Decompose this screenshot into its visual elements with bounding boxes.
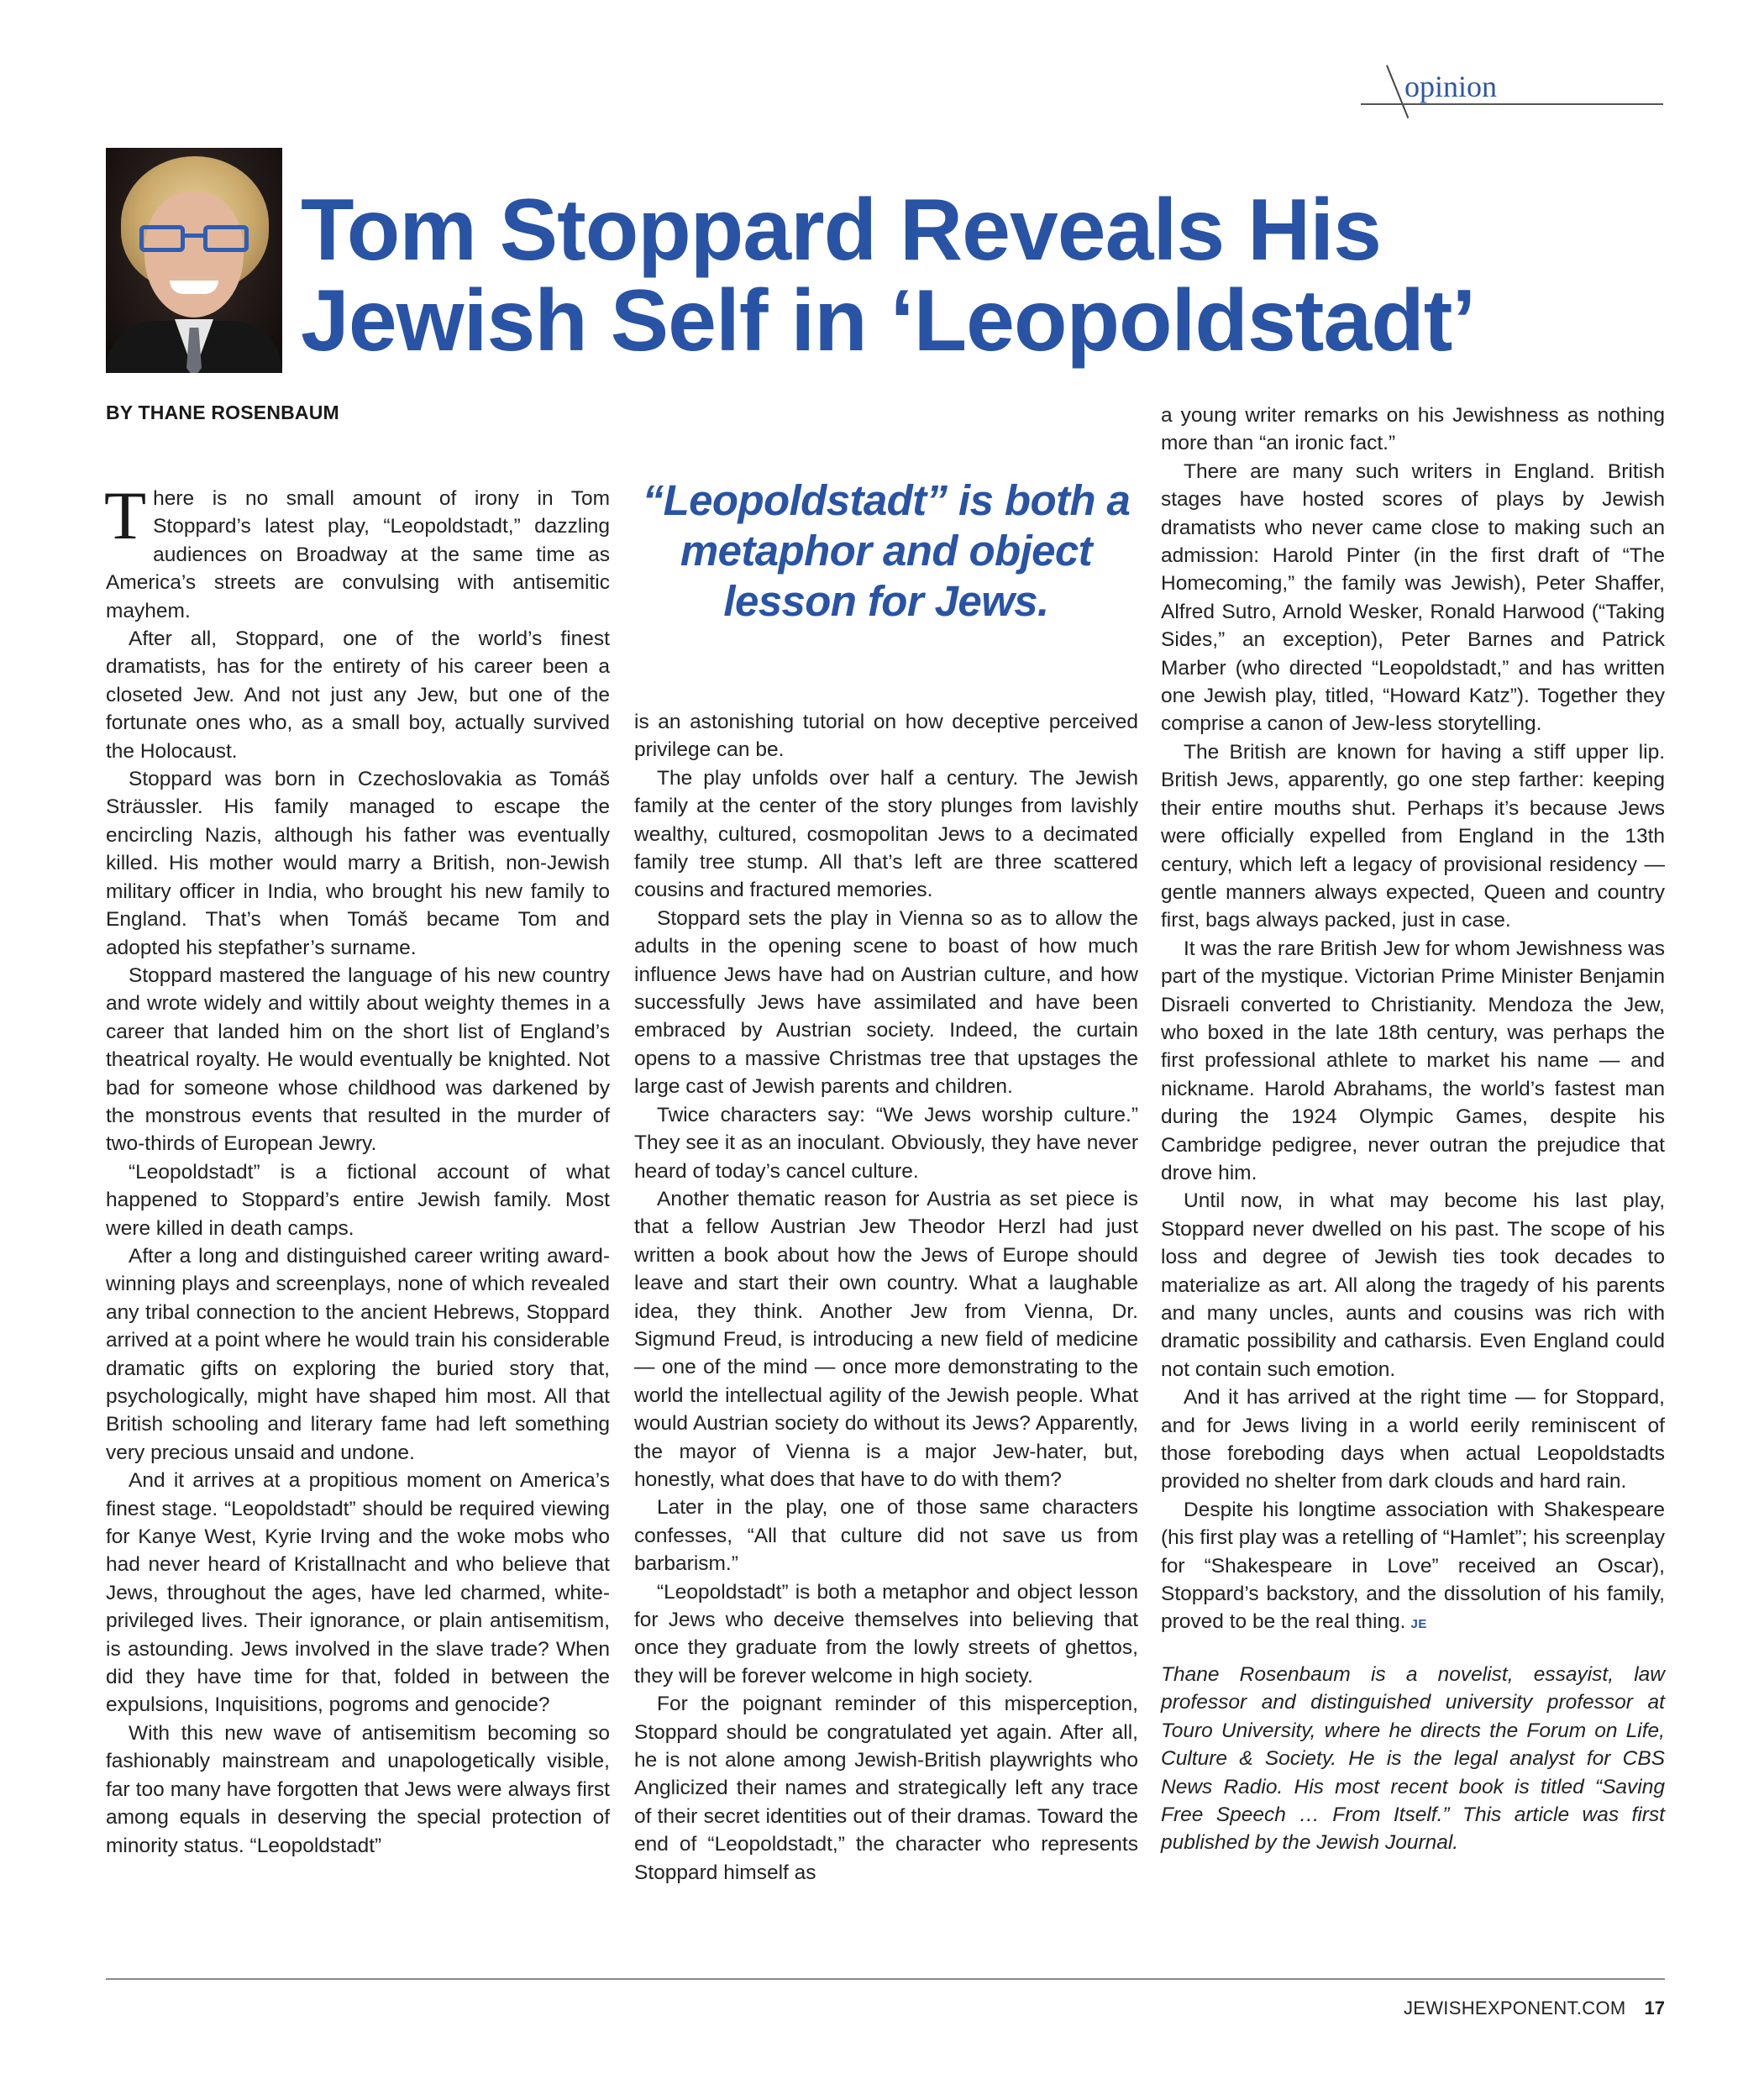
paragraph: is an astonishing tutorial on how deceptive perceived privilege can be. <box>634 711 1138 762</box>
paragraph: “Leopoldstadt” is both a metaphor and object lesson for Jews who deceive themselves into believing that once they graduate from the lowly streets of ghettos, they will be forever welcome in high society. <box>634 1580 1138 1688</box>
paragraph: After all, Stoppard, one of the world’s finest dramatists, has for the entirety of his career been a closeted Jew. And not just any Jew, but one of the fortunate ones who, as a small boy, actually survived the Holocaust. <box>106 627 610 763</box>
paragraph: After a long and distinguished career writing award-winning plays and screenplays, none of which revealed any tribal connection to the ancient Hebrews, Stoppard arrived at a point where he would train his considerable dramatic gifts on exploring the buried story that, psychologically, might have shaped him most. All that British schooling and literary fame had left something very precious unsaid and undone. <box>106 1244 610 1464</box>
paragraph: And it arrives at a propitious moment on America’s finest stage. “Leopoldstadt” should be required viewing for Kanye West, Kyrie Irving and the woke mobs who had never heard of Kristallnacht and who believe that Jews, throughout the ages, have led charmed, white-privileged lives. Their ignorance, or plain antisemitism, is astounding. Jews involved in the slave trade? When did they have time for that, folded in between the expulsions, Inquisitions, pogroms and genocide? <box>106 1469 610 1717</box>
pull-quote: “Leopoldstadt” is both a metaphor and object lesson for Jews. <box>642 476 1131 625</box>
paragraph: Twice characters say: “We Jews worship culture.” They see it as an inoculant. Obviously, they have never heard of today’s cancel culture. <box>634 1103 1138 1183</box>
paragraph: Later in the play, one of those same characters confesses, “All that culture did not save us from barbarism.” <box>634 1496 1138 1576</box>
author-bio: Thane Rosenbaum is a novelist, essayist, law professor and distinguished university professor at Touro University, where he directs the Forum on Life, Culture & Society. He is the legal analyst for CBS News Radio. His most recent book is titled “Saving Free Speech … From Itself.” This article was first published by the Jewish Journal. <box>1161 1662 1665 1855</box>
headline-line-2: Jewish Self in ‘Leopoldstadt’ <box>301 272 1476 370</box>
paragraph: “Leopoldstadt” is a fictional account of what happened to Stoppard’s entire Jewish family. Most were killed in death camps. <box>106 1160 610 1240</box>
page-number: 17 <box>1644 1998 1665 2019</box>
paragraph: a young writer remarks on his Jewishness as nothing more than “an ironic fact.” <box>1161 404 1665 455</box>
article-column-2 <box>634 708 1138 1887</box>
paragraph: The play unfolds over half a century. The Jewish family at the center of the story plunges from lavishly wealthy, cultured, cosmopolitan Jews to a decimated family tree stump. All that’s left are three scattered cousins and fractured memories. <box>634 766 1138 902</box>
article-headline <box>301 181 1678 370</box>
section-tag <box>1361 66 1663 109</box>
paragraph: The British are known for having a stiff upper lip. British Jews, apparently, go one step farther: keeping their entire mouths shut. Perhaps it’s because Jews were officially expelled from England in the 13th century, which left a legacy of provisional residency — gentle manners always expected, Queen and country first, bags always packed, just in case. <box>1161 740 1665 932</box>
headline-line-1: Tom Stoppard Reveals His <box>301 181 1381 279</box>
paragraph: With this new wave of antisemitism becoming so fashionably mainstream and unapologetically visible, far too many have forgotten that Jews were always first among equals in deserving the special protection of minority status. “Leopoldstadt” <box>106 1721 610 1857</box>
paragraph: And it has arrived at the right time — for Stoppard, and for Jews living in a world eerily reminiscent of those foreboding days when actual Leopoldstadts provided no shelter from dark clouds and hard rain. <box>1161 1386 1665 1494</box>
paragraph: Another thematic reason for Austria as set piece is that a fellow Austrian Jew Theodor Herzl had just written a book about how the Jews of Europe should leave and start their own country. What a laughable idea, they think. Another Jew from Vienna, Dr. Sigmund Freud, is introducing a new field of medicine — one of the mind — once more demonstrating to the world the intellectual agility of the Jewish people. What would Austrian society do without its Jews? Apparently, the mayor of Vienna is a major Jew-hater, but, honestly, what does that have to do with them? <box>634 1187 1138 1491</box>
byline: BY THANE ROSENBAUM <box>106 402 339 423</box>
end-mark: JE <box>1410 1617 1427 1632</box>
drop-cap: T <box>104 477 147 554</box>
footer-site[interactable]: JEWISHEXPONENT.COM <box>1403 1998 1626 2019</box>
author-subject-photo <box>106 148 282 373</box>
paragraph: Until now, in what may become his last play, Stoppard never dwelled on his past. The scope of his loss and degree of Jewish ties took decades to materialize as art. All along the tragedy of his parents and many uncles, aunts and cousins was rich with dramatic possibility and catharsis. Even England could not contain such emotion. <box>1161 1189 1665 1381</box>
paragraph: Stoppard sets the play in Vienna so as to allow the adults in the opening scene to boast of how much influence Jews have had on Austrian culture, and how successfully Jews have assimilated and have been embraced by Austrian society. Indeed, the curtain opens to a massive Christmas tree that upstages the large cast of Jewish parents and children. <box>634 906 1138 1099</box>
paragraph: There are many such writers in England. British stages have hosted scores of plays by Jewish dramatists who never came close to making such an admission: Harold Pinter (in the first draft of “The Homecoming,” the family was Jewish), Peter Shaffer, Alfred Sutro, Arnold Wesker, Ronald Harwood (“Taking Sides,” an exception), Peter Barnes and Patrick Marber (who directed “Leopoldstadt,” and has written one Jewish play, titled, “Howard Katz”). Together they comprise a canon of Jew-less storytelling. <box>1161 459 1665 736</box>
paragraph: Despite his longtime association with Shakespeare (his first play was a retelling of “Hamlet”; his screenplay for “Shakespeare in Love” received an Oscar), Stoppard’s backstory, and the dissolution of his family, proved to be the real thing. JE <box>1161 1498 1665 1634</box>
article-column-3 <box>1161 402 1665 1857</box>
paragraph: Stoppard mastered the language of his new country and wrote widely and wittily about weighty themes in a career that landed him on the short list of England’s theatrical royalty. He would eventually be knighted. Not bad for someone whose childhood was darkened by the monstrous events that resulted in the murder of two-thirds of European Jewry. <box>106 963 610 1156</box>
paragraph: There is no small amount of irony in Tom Stoppard’s latest play, “Leopoldstadt,” dazzling audiences on Broadway at the same time as America’s streets are convulsing with antisemitic mayhem. <box>104 477 610 622</box>
section-rule <box>1361 103 1663 105</box>
paragraph: It was the rare British Jew for whom Jewishness was part of the mystique. Victorian Prime Minister Benjamin Disraeli converted to Christianity. Mendoza the Jew, who boxed in the late 18th century, was perhaps the first professional athlete to market his name — and nickname. Harold Abrahams, the world’s fastest man during the 1924 Olympic Games, despite his Cambridge pedigree, never outran the prejudice that drove him. <box>1161 937 1665 1184</box>
paragraph: For the poignant reminder of this misperception, Stoppard should be congratulated yet again. After all, he is not alone among Jewish-British playwrights who Anglicized their names and strategically left any trace of their secret identities out of their dramas. Toward the end of “Leopoldstadt,” the character who represents Stoppard himself as <box>634 1693 1138 1884</box>
article-column-1 <box>104 477 610 1860</box>
section-label: opinion <box>1404 70 1498 103</box>
page-footer <box>1404 1998 1665 2019</box>
paragraph: Stoppard was born in Czechoslovakia as Tomáš Sträussler. His family managed to escape the encircling Nazis, although his father was eventually killed. His mother would marry a British, non-Jewish military officer in India, who brought his new family to England. That’s when Tomáš became Tom and adopted his stepfather’s surname. <box>106 768 610 959</box>
footer-rule <box>106 1978 1665 1980</box>
